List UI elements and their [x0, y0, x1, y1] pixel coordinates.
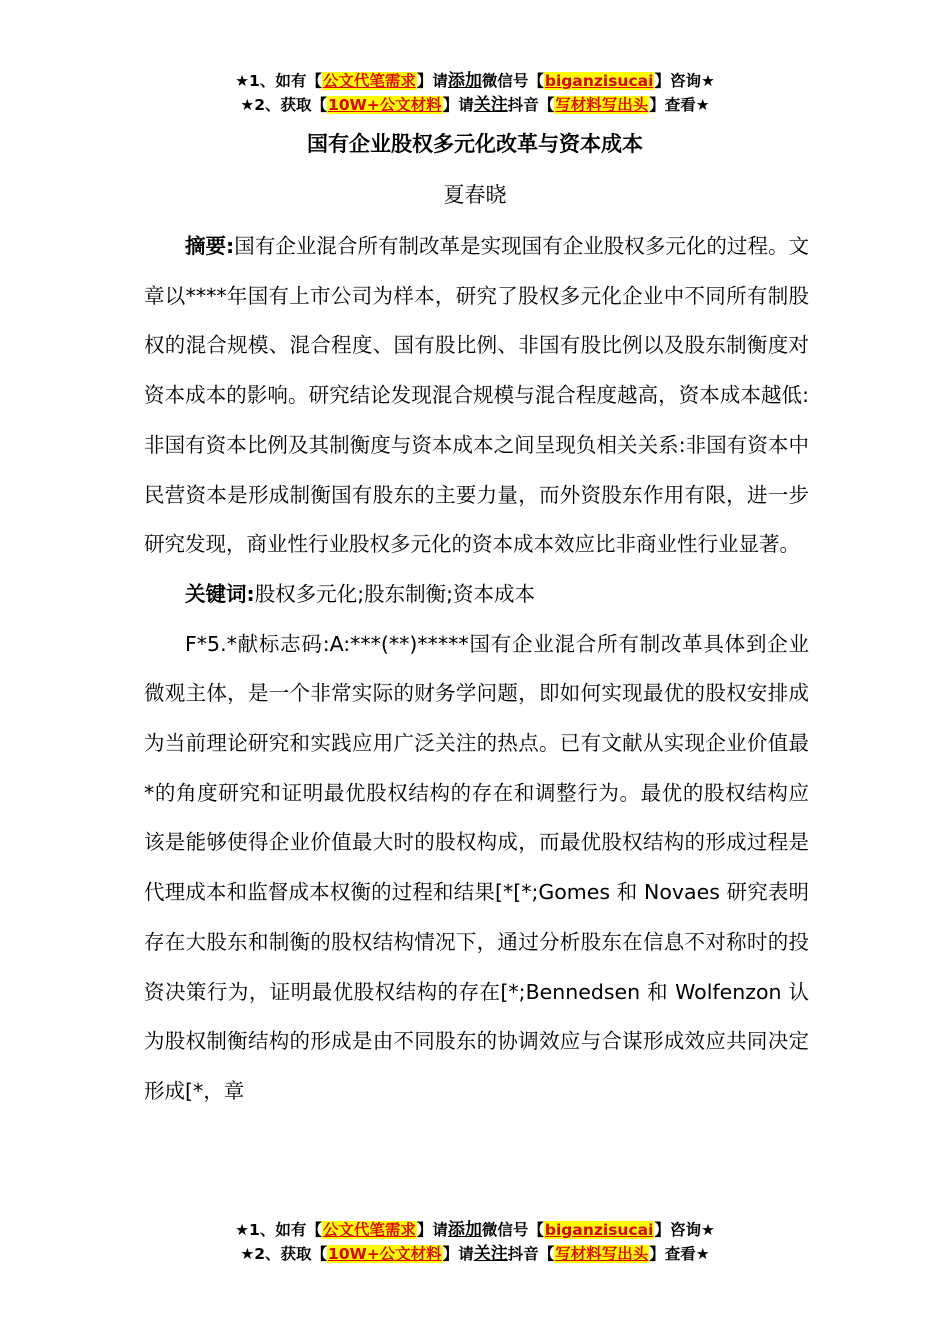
- highlight-douyin-id: 写材料写出头: [555, 1245, 649, 1263]
- banner-line-1: [0, 69, 950, 93]
- document-body: [144, 222, 809, 1117]
- highlight-materials: 10W+公文材料: [328, 1245, 442, 1263]
- abstract-text: 国有企业混合所有制改革是实现国有企业股权多元化的过程。文章以****年国有上市公司为样本，研究了股权多元化企业中不同所有制股权的混合规模、混合程度、国有股比例、非国有股比例以及股东制衡度对资本成本的影响。研究结论发现混合规模与混合程度越高，资本成本越低:非国有资本比例及其制衡度与资本成本之间呈现负相关关系:非国有资本中民营资本是形成制衡国有股东的主要力量，而外资股东作用有限，进一步研究发现，商业性行业股权多元化的资本成本效应比非商业性行业显著。: [144, 234, 810, 557]
- header-banner: [0, 69, 950, 117]
- highlight-service: 公文代笔需求: [322, 1221, 416, 1239]
- footer-banner: [0, 1218, 950, 1266]
- emphasis-follow: 关注: [473, 95, 508, 115]
- highlight-service: 公文代笔需求: [322, 72, 416, 90]
- banner-text: 抖音【: [507, 1245, 555, 1263]
- banner-text: 微信号【: [481, 1221, 544, 1239]
- banner-text: 2、获取【: [254, 1245, 328, 1263]
- star-icon: ★: [695, 1245, 710, 1263]
- body-paragraph: F*5.*献标志码:A:***(**)*****国有企业混合所有制改革具体到企业微观主体，是一个非常实际的财务学问题，即如何实现最优的股权安排成为当前理论研究和实践应用广泛关注的热点。已有文献从实现企业价值最*的角度研究和证明最优股权结构的存在和调整行为。最优的股权结构应该是能够使得企业价值最大时的股权构成，而最优股权结构的形成过程是代理成本和监督成本权衡的过程和结果[*[*;Gomes 和 Novaes 研究表明存在大股东和制衡的股权结构情况下，通过分析股东在信息不对称时的投资决策行为，证明最优股权结构的存在[*;Bennedsen 和 Wolfenzon 认为股权制衡结构的形成是由不同股东的协调效应与合谋形成效应共同决定形成[*，章: [144, 631, 809, 1103]
- star-icon: ★: [700, 72, 715, 90]
- banner-text: 2、获取【: [254, 96, 328, 114]
- banner-line-1: [0, 1218, 950, 1242]
- document-author: 夏春晓: [443, 183, 507, 207]
- keywords-label: 关键词:: [185, 581, 255, 606]
- highlight-materials: 10W+公文材料: [328, 96, 442, 114]
- banner-text: 】请: [442, 1245, 474, 1263]
- banner-text: 微信号【: [481, 72, 544, 90]
- banner-text: 】请: [416, 1221, 448, 1239]
- star-icon: ★: [695, 96, 710, 114]
- banner-text: 】咨询: [654, 1221, 701, 1239]
- highlight-wechat-id: biganzisucai: [544, 72, 654, 90]
- emphasis-add: 添加: [447, 71, 482, 91]
- banner-text: 1、如有【: [249, 1221, 322, 1239]
- document-title: 国有企业股权多元化改革与资本成本: [307, 132, 643, 156]
- star-icon: ★: [235, 1221, 250, 1239]
- banner-text: 抖音【: [507, 96, 555, 114]
- highlight-wechat-id: biganzisucai: [544, 1221, 654, 1239]
- emphasis-add: 添加: [447, 1220, 482, 1240]
- emphasis-follow: 关注: [473, 1244, 508, 1264]
- abstract-paragraph: [144, 222, 809, 570]
- star-icon: ★: [240, 1245, 255, 1263]
- highlight-douyin-id: 写材料写出头: [555, 96, 649, 114]
- banner-text: 】请: [442, 96, 474, 114]
- banner-line-2: [0, 1242, 950, 1266]
- banner-line-2: [0, 93, 950, 117]
- keywords-paragraph: [144, 570, 809, 620]
- banner-text: 】查看: [649, 96, 696, 114]
- keywords-text: 股权多元化;股东制衡;资本成本: [254, 581, 536, 606]
- abstract-label: 摘要:: [185, 234, 235, 258]
- banner-text: 1、如有【: [249, 72, 322, 90]
- banner-text: 】查看: [649, 1245, 696, 1263]
- star-icon: ★: [700, 1221, 715, 1239]
- banner-text: 】请: [416, 72, 448, 90]
- banner-text: 】咨询: [654, 72, 701, 90]
- star-icon: ★: [235, 72, 250, 90]
- star-icon: ★: [240, 96, 255, 114]
